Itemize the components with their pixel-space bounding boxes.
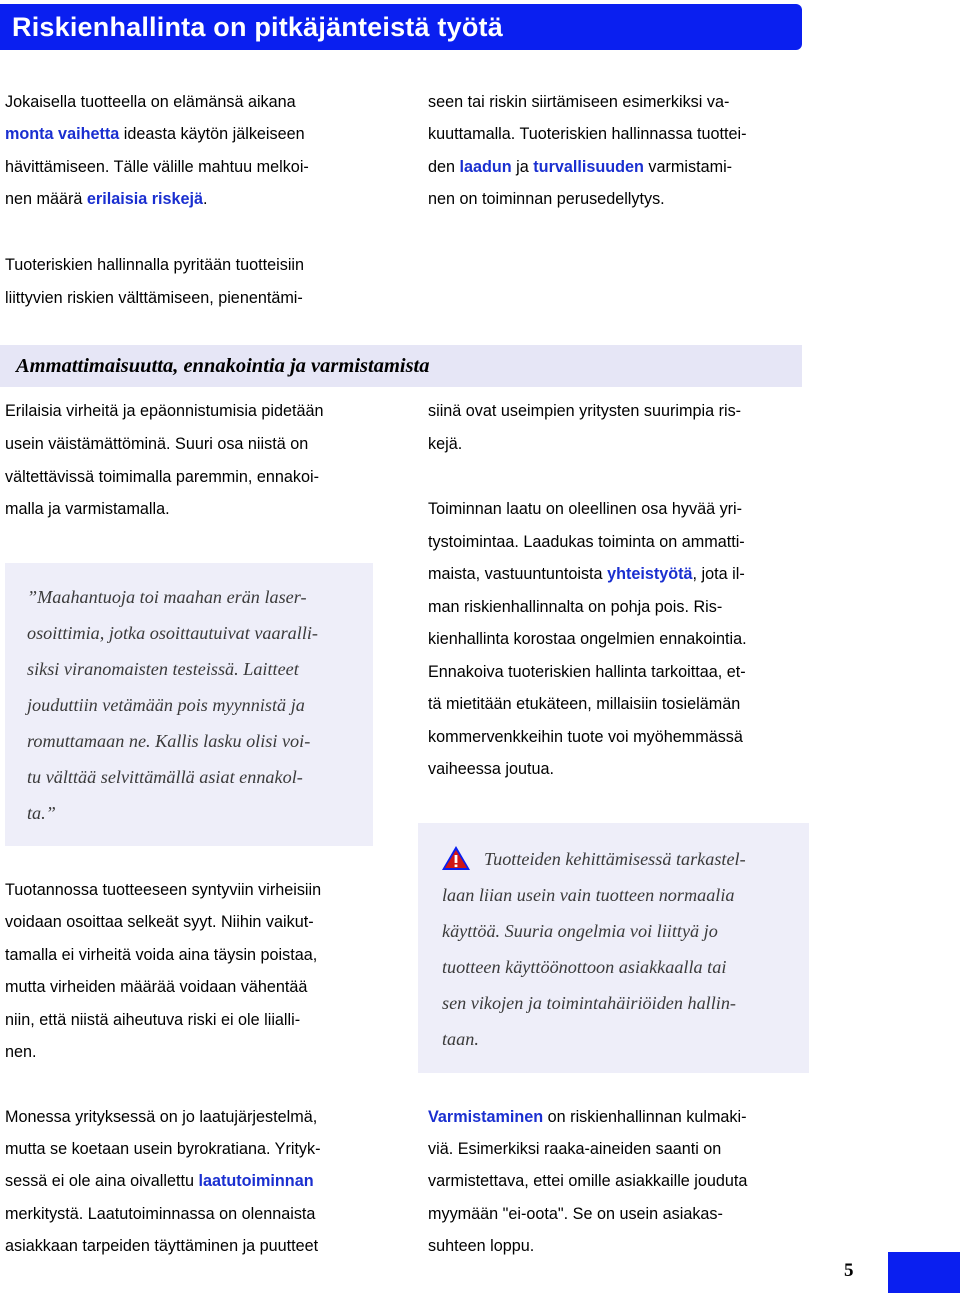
text-span: maista, vastuuntuntoista <box>428 565 608 583</box>
text-span: ideasta käytön jälkeiseen <box>119 125 305 143</box>
page-corner-block <box>888 1252 960 1293</box>
text-line: Tuoteriskien hallinnalla pyritään tuotteisiin <box>5 256 305 274</box>
text-span: on riskienhallinnan kulmaki- <box>543 1108 747 1126</box>
text-line: liittyvien riskien välttämiseen, pienentämi- <box>5 289 303 307</box>
text-line <box>428 558 745 591</box>
text-line: vältettävissä toimimalla paremmin, ennakoi- <box>5 468 319 486</box>
warning-icon <box>441 845 471 871</box>
quote-line: osoittimia, jotka osoittautuivat vaaralli- <box>27 623 318 643</box>
text-span: sessä ei ole aina oivallettu <box>5 1172 199 1190</box>
text-span: . <box>203 190 208 208</box>
text-line: kuuttamalla. Tuoteriskien hallinnassa tuottei- <box>428 125 747 143</box>
text-span: varmistami- <box>643 158 733 176</box>
quote-line: ta.” <box>27 803 56 823</box>
quote-line: siksi viranomaisten testeissä. Laitteet <box>27 659 299 679</box>
quote-line: laan liian usein vain tuotteen normaalia <box>442 885 735 905</box>
text-line <box>428 1101 747 1134</box>
text-line: kommervenkkeihin tuote voi myöhemmässä <box>428 728 743 746</box>
text-line: nen on toiminnan perusedellytys. <box>428 190 665 208</box>
text-line: nen. <box>5 1043 37 1061</box>
quote-line: tuotteen käyttöönottoon asiakkaalla tai <box>442 957 727 977</box>
quote-line: jouduttiin vetämään pois myynnistä ja <box>27 695 305 715</box>
highlight-term: laatutoiminnan <box>198 1172 314 1190</box>
quote-line: taan. <box>442 1029 479 1049</box>
quote-line: ”Maahantuoja toi maahan erän laser- <box>27 587 307 607</box>
text-line: man riskienhallinnalta on pohja pois. Ris- <box>428 598 723 616</box>
text-line: merkitystä. Laatutoiminnassa on olennaista <box>5 1205 316 1223</box>
text-line: usein väistämättöminä. Suuri osa niistä on <box>5 435 309 453</box>
text-line: Monessa yrityksessä on jo laatujärjestelmä, <box>5 1108 318 1126</box>
text-line: mutta se koetaan usein byrokratiana. Yrityk- <box>5 1140 321 1158</box>
text-line: varmistettava, ettei omille asiakkaille jouduta <box>428 1172 748 1190</box>
text-line: vaiheessa joutua. <box>428 760 554 778</box>
highlight-term: monta vaihetta <box>5 125 120 143</box>
text-line: siinä ovat useimpien yritysten suurimpia ris- <box>428 402 742 420</box>
text-line <box>5 1165 314 1198</box>
text-line <box>428 151 732 184</box>
text-line: kejä. <box>428 435 463 453</box>
text-span: den <box>428 158 460 176</box>
text-line: Jokaisella tuotteella on elämänsä aikana <box>5 93 296 111</box>
highlight-term: turvallisuuden <box>533 158 644 176</box>
text-line: hävittämiseen. Tälle välille mahtuu melkoi- <box>5 158 309 176</box>
text-line: Tuotannossa tuotteeseen syntyviin virheisiin <box>5 881 322 899</box>
text-line: niin, että niistä aiheutuva riski ei ole liialli- <box>5 1011 301 1029</box>
quote-line: Tuotteiden kehittämisessä tarkastel- <box>484 849 746 869</box>
page-title: Riskienhallinta on pitkäjänteistä työtä <box>12 12 503 42</box>
text-line <box>5 118 305 151</box>
text-span: ja <box>511 158 534 176</box>
text-span: nen määrä <box>5 190 87 208</box>
text-line: tamalla ei virheitä voida aina täysin poistaa, <box>5 946 318 964</box>
text-line: viä. Esimerkiksi raaka-aineiden saanti on <box>428 1140 722 1158</box>
text-line <box>5 183 208 216</box>
quote-line: tu välttää selvittämällä asiat ennakol- <box>27 767 303 787</box>
text-line: tä mietitään etukäteen, millaisiin tosielämän <box>428 695 741 713</box>
text-line: asiakkaan tarpeiden täyttäminen ja puutteet <box>5 1237 319 1255</box>
text-line: Ennakoiva tuoteriskien hallinta tarkoittaa, et- <box>428 663 746 681</box>
text-line: voidaan osoittaa selkeät syyt. Niihin vaikut- <box>5 913 314 931</box>
text-line: myymään "ei-oota". Se on usein asiakas- <box>428 1205 723 1223</box>
title-banner <box>0 4 802 50</box>
highlight-term: yhteistyötä <box>607 565 693 583</box>
highlight-term: Varmistaminen <box>428 1108 544 1126</box>
text-line: malla ja varmistamalla. <box>5 500 170 518</box>
text-line: tystoimintaa. Laadukas toiminta on ammatti- <box>428 533 745 551</box>
section-heading: Ammattimaisuutta, ennakointia ja varmistamista <box>16 355 430 377</box>
highlight-term: erilaisia riskejä <box>86 190 203 208</box>
text-line: suhteen loppu. <box>428 1237 535 1255</box>
quote-line: sen vikojen ja toimintahäiriöiden hallin- <box>442 993 736 1013</box>
highlight-term: laadun <box>459 158 512 176</box>
text-span: , jota il- <box>692 565 745 583</box>
text-line: Toiminnan laatu on oleellinen osa hyvää yri- <box>428 500 743 518</box>
text-line: Erilaisia virheitä ja epäonnistumisia pidetään <box>5 402 324 420</box>
quote-line: romuttamaan ne. Kallis lasku olisi voi- <box>27 731 311 751</box>
section-heading-bar <box>0 345 802 387</box>
text-line: kienhallinta korostaa ongelmien ennakointia. <box>428 630 747 648</box>
text-line: seen tai riskin siirtämiseen esimerkiksi va- <box>428 93 730 111</box>
text-line: mutta virheiden määrää voidaan vähentää <box>5 978 308 996</box>
page-number: 5 <box>844 1260 854 1281</box>
quote-line: käyttöä. Suuria ongelmia voi liittyä jo <box>442 921 718 941</box>
